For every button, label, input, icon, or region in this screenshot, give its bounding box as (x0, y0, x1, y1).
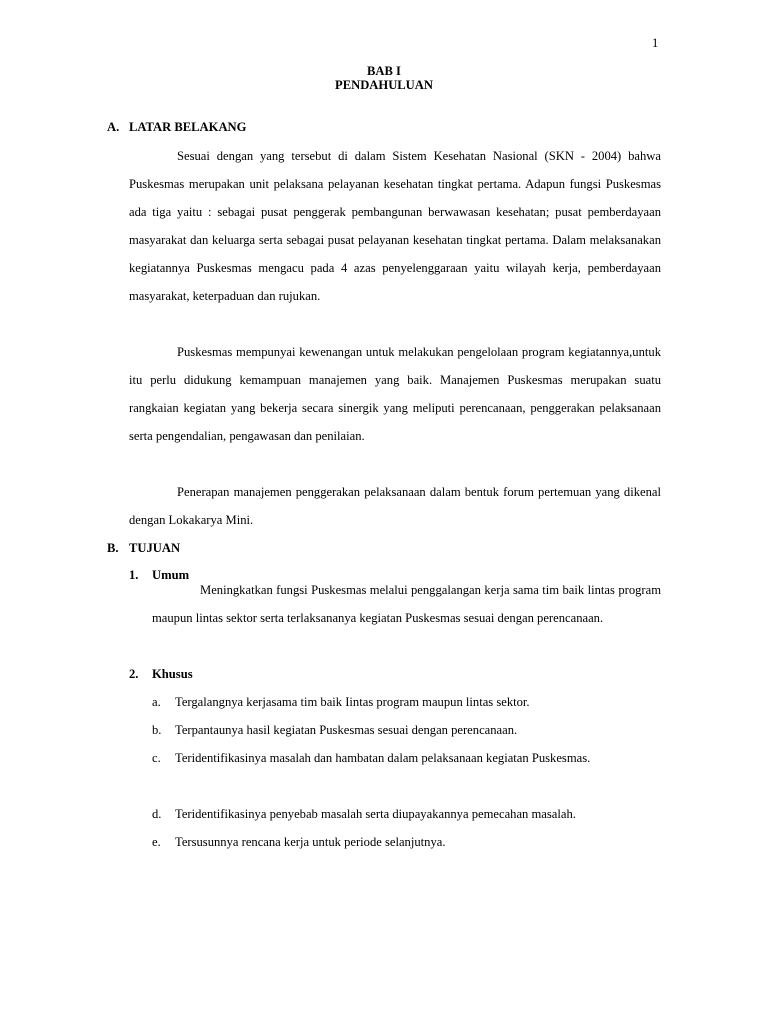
item-text: Tersusunnya rencana kerja untuk periode selanjutnya. (175, 835, 446, 849)
khusus-item-e (152, 828, 661, 856)
item-mark: d. (152, 807, 162, 821)
section-a-letter: A. (107, 120, 120, 134)
item-text: Teridentifikasinya masalah dan hambatan dalam pelaksanaan kegiatan Puskesmas. (175, 751, 591, 765)
section-a-title: LATAR BELAKANG (129, 120, 247, 134)
khusus-item-b (152, 716, 661, 744)
khusus-item-c (152, 744, 661, 772)
umum-text: Meningkatkan fungsi Puskesmas melalui penggalangan kerja sama tim baik lintas program maupun lintas sektor serta terlaksananya kegiatan Puskesmas sesuai dengan perencanaan. (152, 583, 661, 625)
khusus-item-a (152, 688, 661, 716)
paragraph-latar-2 (129, 338, 661, 450)
item-text: Terpantaunya hasil kegiatan Puskesmas sesuai dengan perencanaan. (175, 723, 518, 737)
section-b-title: TUJUAN (129, 541, 181, 555)
chapter-number: BAB I (367, 64, 401, 78)
paragraph-text: Sesuai dengan yang tersebut di dalam Sistem Kesehatan Nasional (SKN - 2004) bahwa Puskesmas merupakan unit pelaksana pelayanan kesehatan tingkat pertama. Adapun fungsi Puskesmas ada tiga yaitu : sebagai pusat penggerak pembangunan berwawasan kesehatan; pusat pemberdayaan masyarakat dan keluarga serta sebagai pusat pelayanan kesehatan tingkat pertama. Dalam melaksanakan kegiatannya Puskesmas mengacu pada 4 azas penyelenggaraan yaitu wilayah kerja, pemberdayaan masyarakat, keterpaduan dan rujukan. (129, 149, 661, 303)
item-mark: a. (152, 695, 161, 709)
paragraph-latar-1 (129, 142, 661, 310)
page-number: 1 (652, 36, 659, 50)
umum-number: 1. (129, 568, 139, 582)
khusus-label: Khusus (152, 667, 193, 681)
item-text: Teridentifikasinya penyebab masalah serta diupayakannya pemecahan masalah. (175, 807, 576, 821)
khusus-item-d (152, 800, 661, 828)
item-mark: c. (152, 751, 161, 765)
paragraph-text: Penerapan manajemen penggerakan pelaksanaan dalam bentuk forum pertemuan yang dikenal dengan Lokakarya Mini. (129, 485, 661, 527)
item-mark: b. (152, 723, 162, 737)
chapter-title: PENDAHULUAN (335, 78, 433, 92)
section-b-letter: B. (107, 541, 119, 555)
item-text: Tergalangnya kerjasama tim baik Iintas program maupun lintas sektor. (175, 695, 530, 709)
khusus-number: 2. (129, 667, 139, 681)
umum-paragraph (152, 576, 661, 632)
umum-label: Umum (152, 568, 190, 582)
paragraph-text: Puskesmas mempunyai kewenangan untuk melakukan pengelolaan program kegiatannya,untuk itu perlu didukung kemampuan manajemen yang baik. Manajemen Puskesmas merupakan suatu rangkaian kegiatan yang bekerja secara sinergik yang meliputi perencanaan, penggerakan pelaksanaan serta pengendalian, pengawasan dan penilaian. (129, 345, 661, 443)
item-mark: e. (152, 835, 161, 849)
paragraph-latar-3 (129, 478, 661, 534)
